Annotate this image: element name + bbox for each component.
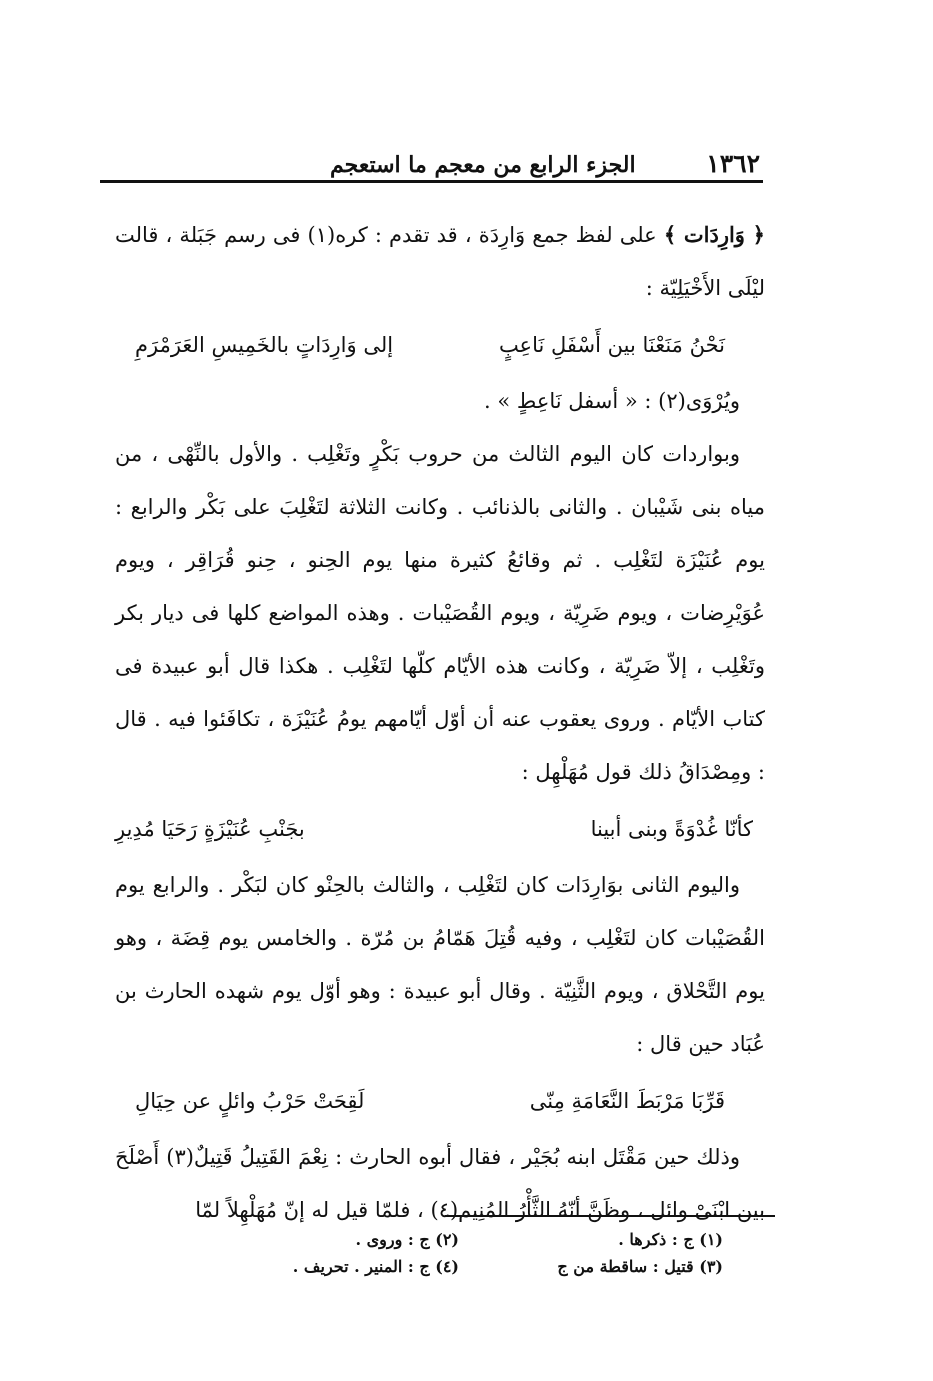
- verse-1: [115, 315, 765, 375]
- variant-note: ويُرْوَى(٢) : « أسفل نَاعِطٍ » .: [484, 389, 740, 413]
- verse-1-hemistich-b: إلى وَارِدَاتٍ بالخَمِيسِ العَرَمْرَمِ: [135, 333, 394, 357]
- main-text: [115, 208, 765, 1237]
- paragraph-3: وذلك حين مَقْتَل ابنه بُجَيْر ، فقال أبوه الحارث : نِعْمَ القَتِيلُ قَتِيلٌ(٣) أَصْلَحَ بين ابْنَىْ وائل ، وظَنَّ أنّهُ الثَّأْرُ المُنِيم(٤) ، فلمّا قيل له إنّ مُهَلْهِلاً لمّا: [115, 1145, 765, 1222]
- footnote-1: (١) ج : ذكرها .: [618, 1230, 723, 1249]
- verse-2-hemistich-a: كأنّا غُدْوَةً وبنى أبينا: [590, 817, 753, 841]
- verse-3: [115, 1071, 765, 1131]
- verse-2: [115, 799, 765, 859]
- verse-3-hemistich-a: قَرِّبَا مَرْبَطَ النَّعَامَةِ مِنّى: [529, 1089, 725, 1113]
- entry-title: ﴿ وَارِدَات ﴾: [663, 222, 765, 247]
- verse-1-hemistich-a: نَحْنُ مَنَعْنَا بين أَسْفَلِ نَاعِبٍ: [498, 333, 725, 357]
- paragraph-2: واليوم الثانى بوَارِدَات كان لتَغْلِب ، والثالث بالحِنْو كان لبَكْر . والرابع يوم القُصَيْبات كان لتَغْلِب ، وفيه قُتِلَ هَمّامُ بن مُرّة . والخامس يوم قِضَة ، وهو يوم التَّحْلاق ، ويوم الثَّنِيّة . وقال أبو عبيدة : وهو أوّل يوم شهده الحارث بن عُبَاد حين قال :: [115, 873, 765, 1056]
- entry-intro: [115, 208, 765, 315]
- page-number: ١٣٦٢: [706, 149, 760, 178]
- footnote-3: (٣) قتيل : ساقطة من ج: [557, 1257, 723, 1276]
- entry-intro-text: على لفظ جمع وَارِدَة ، قد تقدم : كره(١) فى رسم جَبَلة ، قالت ليْلَى الأَخْيَلِيّة :: [115, 223, 765, 300]
- footnote-2: (٢) ج : وروى .: [355, 1230, 459, 1249]
- paragraph-1: وبواردات كان اليوم الثالث من حروب بَكْرٍ وتَغْلِب . والأول بالنِّهْى ، من مياه بنى شَيْبان . والثانى بالذنائب . وكانت الثلاثة لتَغْلِبَ على بَكْر والرابع : يوم عُنَيْزَة لتَغْلِب . ثم وقائعُ كثيرة منها يوم الحِنو ، حِنو قُرَاقِر ، ويوم عُوَيْرِضات ، ويوم ضَرِيّة ، ويوم القُصَيْبات . وهذه المواضع كلها فى ديار بكر وتَغْلِب ، إلاّ ضَرِيّة ، وكانت هذه الأيّام كلّها لتَغْلِب . هكذا قال أبو عبيدة فى كتاب الأيّام . وروى يعقوب عنه أن أوّل أيّامهم يومُ عُنَيْزَة ، تكافَئوا فيه . قال : ومِصْدَاقُ ذلك قول مُهَلْهِل :: [115, 442, 765, 784]
- footnotes: [255, 1230, 723, 1276]
- footnote-4: (٤) ج : المنير . تحريف .: [292, 1257, 459, 1276]
- verse-3-hemistich-b: لَقِحَتْ حَرْبُ وائلٍ عن حِيَالِ: [135, 1089, 365, 1113]
- running-title: الجزء الرابع من معجم ما استعجم: [330, 152, 636, 178]
- footnote-rule: [445, 1215, 775, 1217]
- page-header: [100, 128, 758, 178]
- verse-2-hemistich-b: بجَنْبِ عُنَيْزَةٍ رَحَيَا مُدِيرِ: [115, 817, 305, 841]
- header-rule: [100, 180, 763, 183]
